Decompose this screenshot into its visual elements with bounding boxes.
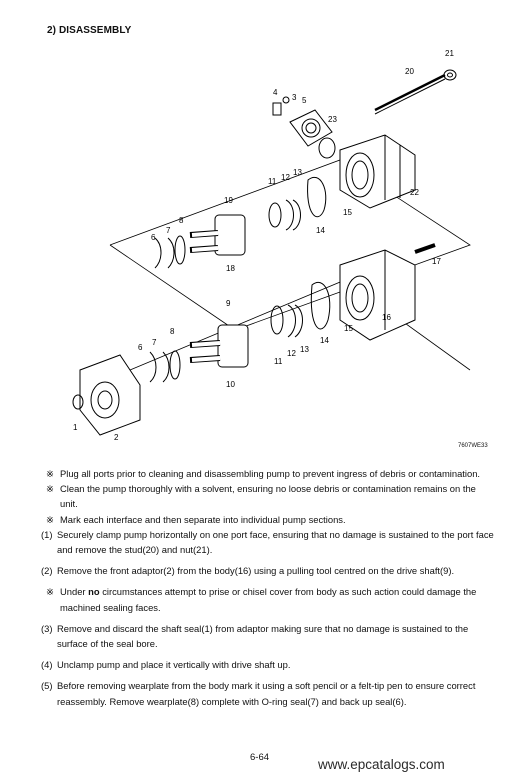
callout-7-lower: 7 — [152, 338, 157, 347]
callout-4: 4 — [273, 88, 278, 97]
step-text: Remove and discard the shaft seal(1) from adaptor making sure that no damage is sustained to the surface of the seal bore. — [57, 622, 469, 650]
step-text: Remove the front adaptor(2) from the body(16) using a pulling tool centred on the drive shaft(9). — [57, 565, 455, 577]
callout-3: 3 — [292, 93, 297, 102]
callout-6-upper: 6 — [151, 233, 156, 242]
step-marker: (5) — [41, 680, 53, 692]
step-text: Securely clamp pump horizontally on one port face, ensuring that no damage is sustained to the port face and remove the stud(20) and nut(21). — [57, 528, 494, 556]
caution-text: Under no circumstances attempt to prise or chisel cover from body as such action could damage the machined sealing faces. — [60, 586, 477, 613]
callout-22: 22 — [410, 188, 419, 197]
callout-21: 21 — [445, 49, 454, 58]
page-number: 6-64 — [250, 752, 270, 763]
step-marker: (1) — [41, 528, 53, 540]
step-item — [41, 621, 494, 651]
section-heading: 2) DISASSEMBLY — [47, 25, 132, 36]
watermark-link[interactable]: www.epcatalogs.com — [318, 757, 445, 772]
note-marker: ※ — [46, 468, 54, 479]
note-marker: ※ — [46, 513, 54, 525]
step-marker: (3) — [41, 622, 53, 634]
callout-17: 17 — [432, 257, 441, 266]
caution-item — [46, 584, 494, 614]
callout-5: 5 — [302, 96, 307, 105]
callout-6-lower: 6 — [138, 343, 143, 352]
emphasis-no: no — [88, 586, 100, 598]
note-text: Mark each interface and then separate into individual pump sections. — [60, 513, 346, 525]
note-item — [46, 512, 494, 527]
step-marker: (2) — [41, 565, 53, 577]
step-item — [41, 563, 494, 578]
note-item — [46, 481, 494, 511]
step-item — [41, 678, 494, 708]
note-item — [46, 466, 494, 481]
callout-11-upper: 11 — [268, 177, 277, 186]
callout-9: 9 — [226, 299, 231, 308]
callout-14-upper: 14 — [316, 226, 325, 235]
step-item — [41, 657, 494, 672]
callout-16: 16 — [382, 313, 391, 322]
callout-11-lower: 11 — [274, 357, 283, 366]
callout-8-lower: 8 — [170, 327, 175, 336]
callout-1: 1 — [73, 423, 78, 432]
callout-12-upper: 12 — [281, 173, 290, 182]
step-item — [41, 527, 494, 557]
note-text: Clean the pump thoroughly with a solvent, ensuring no loose debris or contamination remains on the unit. — [60, 483, 476, 510]
callout-19: 19 — [224, 196, 233, 205]
callout-20: 20 — [405, 67, 414, 76]
caution-marker: ※ — [46, 586, 54, 598]
callout-13-upper: 13 — [293, 168, 302, 177]
callout-10: 10 — [226, 380, 235, 389]
note-marker: ※ — [46, 483, 54, 495]
callout-15-lower: 15 — [344, 324, 353, 333]
step-marker: (4) — [41, 659, 53, 671]
callout-13-lower: 13 — [300, 345, 309, 354]
figure-code: 7607WE33 — [458, 443, 488, 449]
callout-18: 18 — [226, 264, 235, 273]
callout-7-upper: 7 — [166, 226, 171, 235]
callout-2: 2 — [114, 433, 119, 442]
callout-15-upper: 15 — [343, 208, 352, 217]
note-text: Plug all ports prior to cleaning and disassembling pump to prevent ingress of debris or contamination. — [60, 468, 481, 479]
exploded-view-diagram — [40, 40, 500, 458]
step-text: Unclamp pump and place it vertically with drive shaft up. — [57, 659, 291, 671]
callout-14-lower: 14 — [320, 336, 329, 345]
callout-8-upper: 8 — [179, 216, 184, 225]
step-text: Before removing wearplate from the body mark it using a soft pencil or a felt-tip pen to ensure correct reassembly. Remove wearplate(8) complete with O-ring seal(7) and back up seal(6). — [57, 680, 476, 707]
callout-23: 23 — [328, 115, 337, 124]
procedure-text — [41, 466, 494, 709]
callout-12-lower: 12 — [287, 349, 296, 358]
